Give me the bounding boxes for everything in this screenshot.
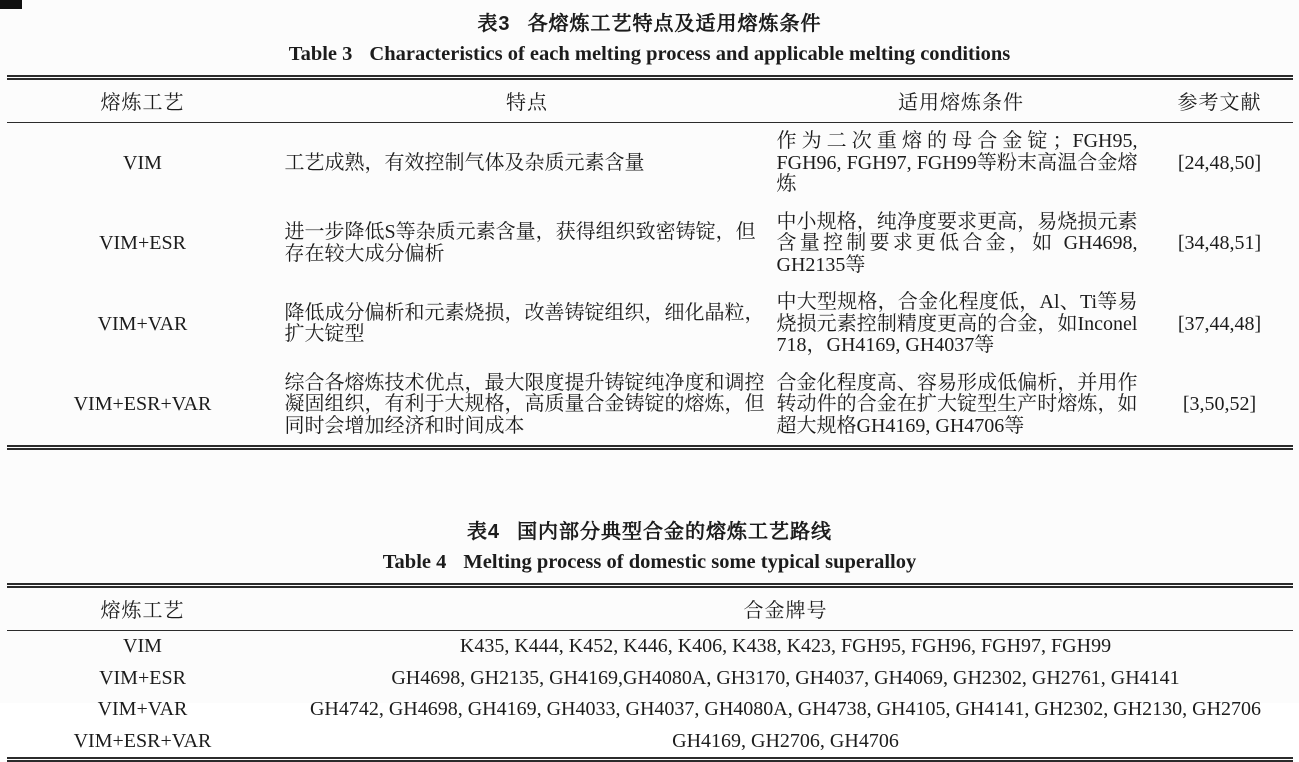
features-cell: 进一步降低S等杂质元素含量，获得组织致密铸锭，但存在较大成分偏析 [284,221,756,265]
features-cell: 降低成分偏析和元素烧损，改善铸锭组织，细化晶粒，扩大锭型 [284,301,765,346]
table3-label-zh: 表3 [477,13,511,35]
table3-row-vim-esr [7,204,1293,285]
references-cell: [24,48,50] [1177,151,1262,174]
table4-label-en: Table 4 [382,551,447,573]
process-cell: VIM+ESR+VAR [73,393,212,415]
table3-caption-en [0,43,1299,66]
table3-header-features: 特点 [279,78,776,123]
table3-title-en: Characteristics of each melting process and applicable melting conditions [369,43,1011,65]
table4-row-vim-var [7,694,1293,726]
table4-header-row [7,586,1293,631]
table4-row-vim [7,631,1293,663]
features-cell: 综合各熔炼技术优点，最大限度提升铸锭纯净度和调控凝固组织，有利于大规格，高质量合金铸锭的熔炼，但同时会增加经济和时间成本 [284,371,765,437]
alloys-cell: K435, K444, K452, K446, K406, K438, K423, FGH95, FGH96, FGH97, FGH99 [459,635,1112,657]
scan-artifact [0,0,22,9]
alloys-cell: GH4742, GH4698, GH4169, GH4033, GH4037, GH4080A, GH4738, GH4105, GH4141, GH2302, GH2130, GH2706 [309,698,1262,720]
table4-caption-zh [0,508,1299,544]
process-cell: VIM+ESR+VAR [73,729,212,752]
table4-label-zh: 表4 [466,521,501,543]
table4-row-vim-esr [7,663,1293,695]
table3-caption-zh [0,0,1299,36]
process-cell: VIM+VAR [97,698,188,720]
table4-caption-en [0,551,1299,574]
references-cell: [34,48,51] [1177,232,1262,254]
table3-row-vim-esr-var [7,365,1293,448]
references-cell: [37,44,48] [1177,312,1262,335]
conditions-cell: 中小规格，纯净度要求更高，易烧损元素含量控制要求更低合金，如 GH4698, GH2135等 [776,210,1138,276]
features-cell: 工艺成熟，有效控制气体及杂质元素含量 [284,151,645,174]
process-cell: VIM [123,151,162,174]
process-cell: VIM+ESR [99,232,186,254]
table4-title-zh: 国内部分典型合金的熔炼工艺路线 [517,521,833,543]
process-cell: VIM+VAR [97,312,188,335]
table3-title-zh: 各熔炼工艺特点及适用熔炼条件 [527,13,822,35]
process-cell: VIM+ESR [99,666,186,689]
alloys-cell: GH4169, GH2706, GH4706 [672,729,899,752]
conditions-cell: 合金化程度高、容易形成低偏析，并用作转动件的合金在扩大锭型生产时熔炼，如超大规格GH4169, GH4706等 [776,371,1138,437]
table3-row-vim [7,123,1293,204]
table4-title-en: Melting process of domestic some typical superalloy [463,551,917,573]
table4-header-process: 熔炼工艺 [7,586,279,631]
table3-label-en: Table 3 [288,43,353,65]
table4-row-vim-esr-var [7,726,1293,760]
table3-header-conditions: 适用熔炼条件 [776,78,1147,123]
table4-header-alloys: 合金牌号 [279,586,1293,631]
table4 [7,583,1293,762]
alloys-cell: GH4698, GH2135, GH4169,GH4080A, GH3170, GH4037, GH4069, GH2302, GH2761, GH4141 [391,666,1180,689]
references-cell: [3,50,52] [1182,393,1257,415]
table3-header-process: 熔炼工艺 [7,78,279,123]
table3-header-references: 参考文献 [1147,78,1293,123]
process-cell: VIM [123,635,162,657]
table3-header-row [7,78,1293,123]
table3 [7,75,1293,450]
table3-row-vim-var [7,284,1293,365]
conditions-cell: 中大型规格，合金化程度低，Al、Ti等易烧损元素控制精度更高的合金，如Inconel 718，GH4169, GH4037等 [776,291,1138,356]
conditions-cell: 作为二次重熔的母合金锭；FGH95, FGH96, FGH97, FGH99等粉末高温合金熔炼 [776,130,1138,195]
